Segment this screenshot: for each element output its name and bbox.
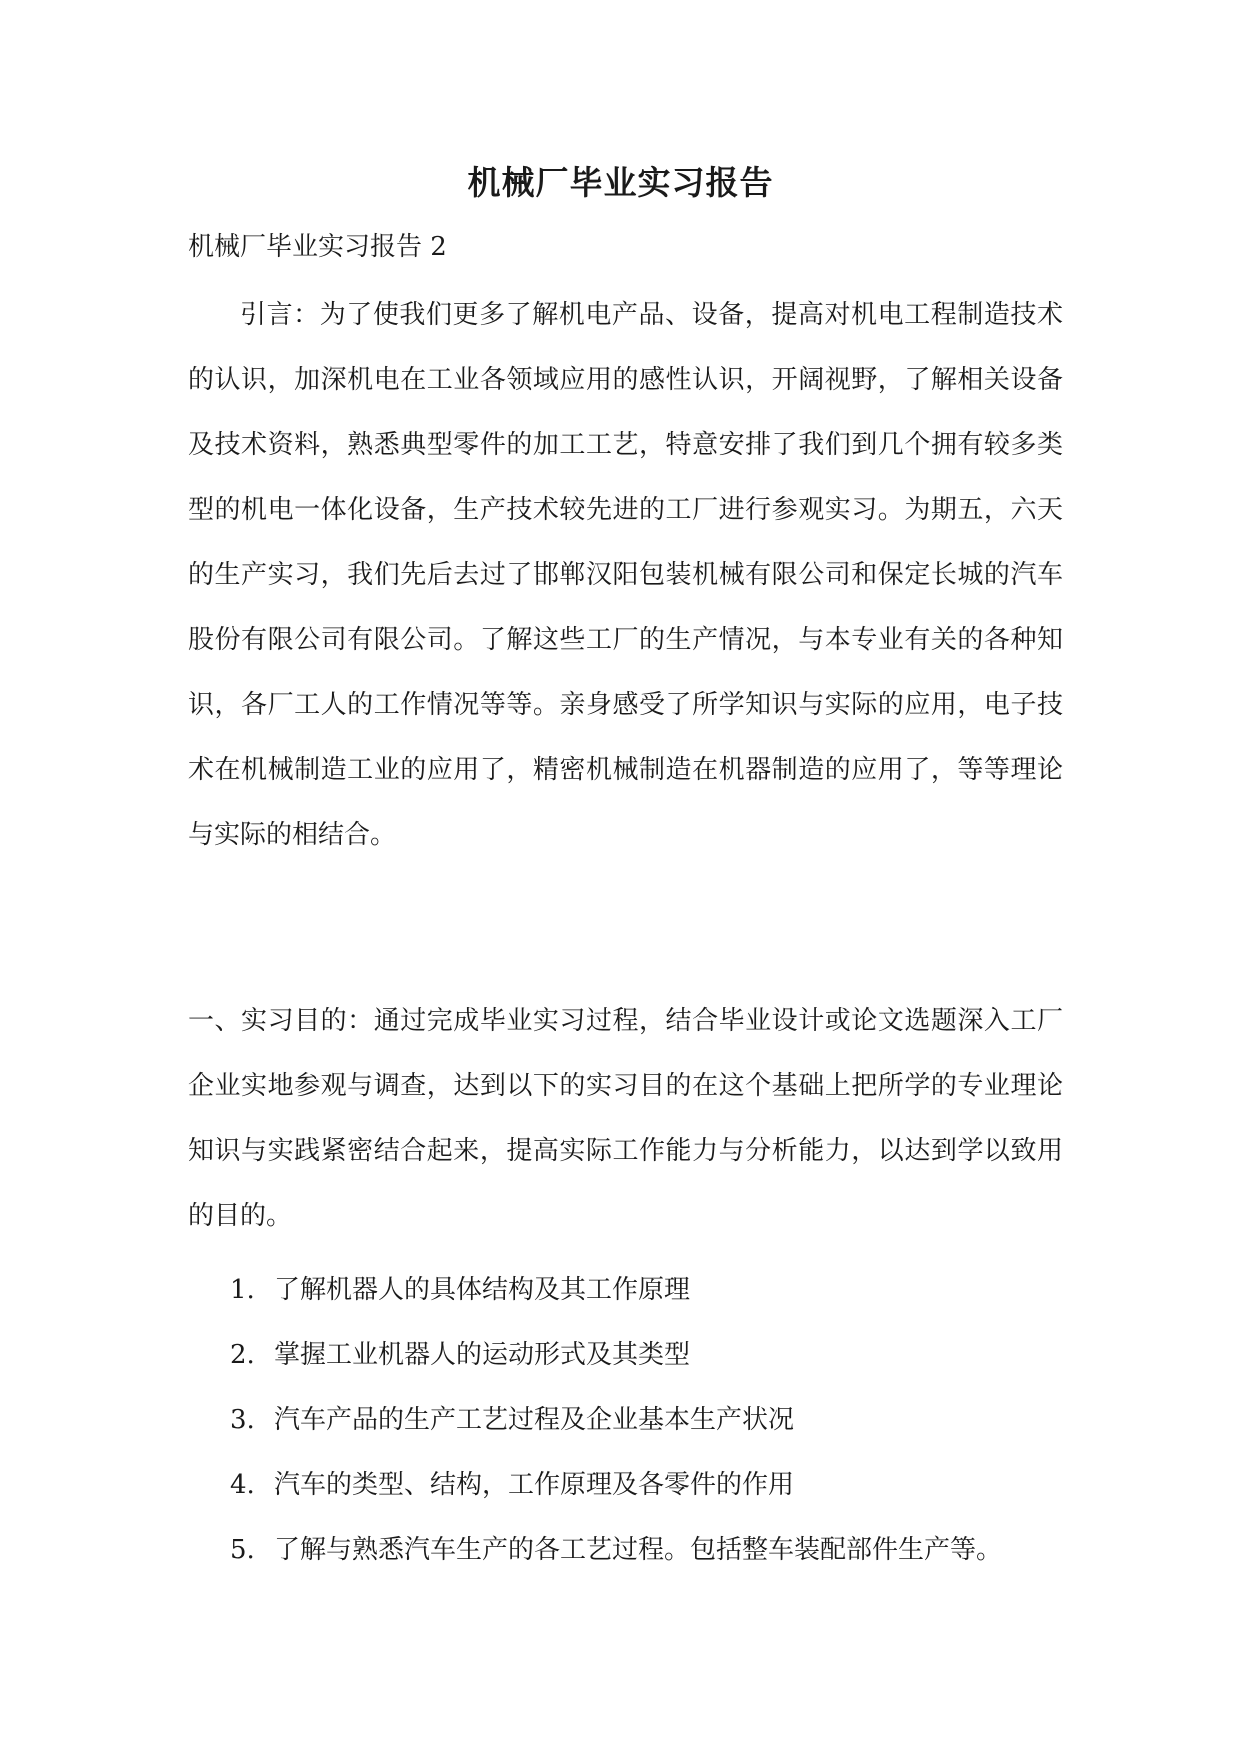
list-item: [230, 1388, 1002, 1453]
page-subtitle: 机械厂毕业实习报告 2: [188, 232, 447, 262]
list-item-number: 4.: [230, 1470, 255, 1500]
intro-paragraph: 引言：为了使我们更多了解机电产品、设备，提高对机电工程制造技术的认识，加深机电在工业各领域应用的感性认识，开阔视野，了解相关设备及技术资料，熟悉典型零件的加工工艺，特意安排了我们到几个拥有较多类型的机电一体化设备，生产技术较先进的工厂进行参观实习。为期五，六天的生产实习，我们先后去过了邯郸汉阳包装机械有限公司和保定长城的汽车股份有限公司有限公司。了解这些工厂的生产情况，与本专业有关的各种知识，各厂工人的工作情况等等。亲身感受了所学知识与实际的应用，电子技术在机械制造工业的应用了，精密机械制造在机器制造的应用了，等等理论与实际的相结合。: [188, 300, 1063, 850]
list-item: [230, 1453, 1002, 1518]
list-item-text: 汽车产品的生产工艺过程及企业基本生产状况: [274, 1405, 795, 1435]
list-item: [230, 1518, 1002, 1583]
list-item-text: 掌握工业机器人的运动形式及其类型: [274, 1340, 691, 1370]
list-item: [230, 1258, 1002, 1323]
list-item-number: 5.: [230, 1535, 255, 1565]
list-item-number: 2.: [230, 1340, 255, 1370]
list-item-text: 了解与熟悉汽车生产的各工艺过程。包括整车装配部件生产等。: [274, 1535, 1003, 1565]
list-item-text: 汽车的类型、结构，工作原理及各零件的作用: [274, 1470, 795, 1500]
list-item: [230, 1323, 1002, 1388]
goal-paragraph: 一、实习目的：通过完成毕业实习过程，结合毕业设计或论文选题深入工厂企业实地参观与调查，达到以下的实习目的在这个基础上把所学的专业理论知识与实践紧密结合起来，提高实际工作能力与分析能力，以达到学以致用的目的。: [188, 1006, 1063, 1231]
list-item-number: 3.: [230, 1405, 255, 1435]
goal-list: [230, 1258, 1002, 1583]
list-item-text: 了解机器人的具体结构及其工作原理: [274, 1275, 691, 1305]
page-title: 机械厂毕业实习报告: [467, 163, 774, 202]
list-item-number: 1.: [230, 1275, 255, 1305]
